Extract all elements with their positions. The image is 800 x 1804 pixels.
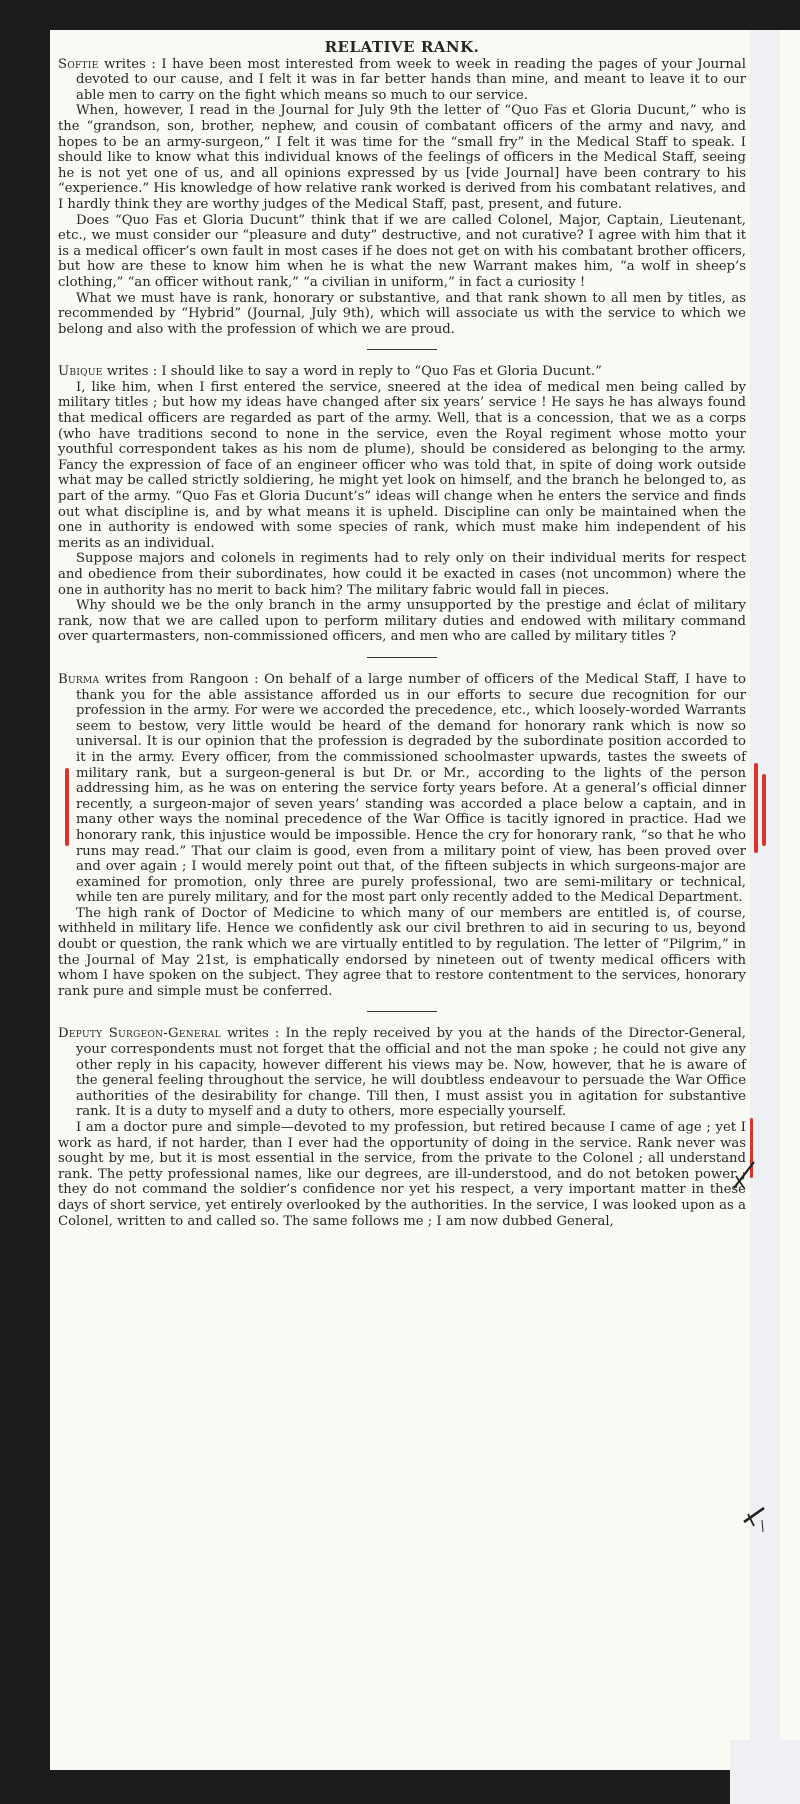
letter-paragraph: Softie writes : I have been most interested from week to week in reading the pages of your Journal devoted to our cause, and I felt it was in far better hands than mine, and meant to leave it to our able men to carry on the fight which means so much to our service. xyxy=(58,56,746,103)
section-divider xyxy=(367,349,437,350)
section-divider xyxy=(367,657,437,658)
letter-paragraph: Why should we be the only branch in the army unsupported by the prestige and éclat of military rank, now that we are called upon to perform military duties and endowed with military command over quartermasters, non-commissioned officers, and men who are called by military titles ? xyxy=(58,598,746,645)
letter-author: Softie xyxy=(58,56,99,72)
letter-paragraph: Deputy Surgeon-General writes : In the reply received by you at the hands of the Director-General, your correspondents must not forget that the official and not the man spoke ; he could not give any other reply in his capacity, however different his views may be. Now, however, that he is aware of the general feeling throughout the service, he will doubtless endeavour to persuade the War Office authorities of the desirability for change. Till then, I must assist you in agitation for substantive rank. It is a duty to myself and a duty to others, more especially yourself. xyxy=(58,1026,746,1120)
letter-author: Deputy Surgeon-General xyxy=(58,1026,221,1042)
letter-paragraph: When, however, I read in the Journal for July 9th the letter of “Quo Fas et Gloria Ducunt,” who is the “grandson, son, brother, nephew, and cousin of combatant officers of the army and navy, and hopes to be an army-surgeon,” I felt it was time for the “small fry” in the Medical Staff to speak. I should like to know what this individual knows of the feelings of officers in the Medical Staff, seeing he is not yet one of us, and all opinions expressed by us [vide Journal] have been contrary to his “experience.” His knowledge of how relative rank worked is derived from his combatant relatives, and I hardly think they are worthy judges of the Medical Staff, past, present, and future. xyxy=(58,103,746,212)
letter-paragraph: Suppose majors and colonels in regiments had to rely only on their individual merits for respect and obedience from their subordinates, how could it be exacted in cases (not uncommon) where the one in authority has no merit to back him? The military fabric would fall in pieces. xyxy=(58,551,746,598)
pencil-cross-mark-icon xyxy=(730,1158,760,1196)
pencil-cross-mark-icon xyxy=(740,1502,770,1536)
letter-author: Burma xyxy=(58,671,100,687)
letter-paragraph: Ubique writes : I should like to say a word in reply to “Quo Fas et Gloria Ducunt.” xyxy=(58,364,602,380)
article-title: RELATIVE RANK. xyxy=(324,38,480,56)
red-margin-mark-right xyxy=(754,763,758,853)
letter-paragraph: Does “Quo Fas et Gloria Ducunt” think that if we are called Colonel, Major, Captain, Lieutenant, etc., we must consider our “pleasure and duty” destructive, and not curative? I agree with him that it is a medical officer’s own fault in most cases if he does not get on with his combatant brother officers, but how are these to know him when he is what the new Warrant makes him, “a wolf in sheep’s clothing,” “an officer without rank,” “a civilian in uniform,” in fact a curiosity ! xyxy=(58,212,746,290)
red-margin-mark-right xyxy=(762,774,766,846)
letter-paragraph: I am a doctor pure and simple—devoted to my profession, but retired because I came of age ; yet I work as hard, if not harder, than I ever had the opportunity of doing in the service. Rank never was sought by me, but it is most essential in the service, from the private to the Colonel ; all understand rank. The petty professional names, like our degrees, are ill-understood, and do not betoken power ; they do not command the soldier’s confidence nor yet his respect, a very important matter in these days of short service, yet entirely overlooked by the authorities. In the service, I was looked upon as a Colonel, written to and called so. The same follows me ; I am now dubbed General, xyxy=(58,1120,746,1229)
section-divider xyxy=(367,1011,437,1012)
scan-edge-strip xyxy=(730,1740,800,1804)
letter-paragraph: The high rank of Doctor of Medicine to which many of our members are entitled is, of course, withheld in military life. Hence we confidently ask our civil brethren to aid in securing to us, beyond doubt or question, the rank which we are virtually entitled to by regulation. The letter of “Pilgrim,” in the Journal of May 21st, is emphatically endorsed by nineteen out of twenty medical officers with whom I have spoken on the subject. They agree that to restore contentment to the services, honorary rank pure and simple must be conferred. xyxy=(58,905,746,999)
letter-author: Ubique xyxy=(58,364,103,380)
red-margin-mark-left xyxy=(65,768,69,846)
letter-paragraph: What we must have is rank, honorary or substantive, and that rank shown to all men by titles, as recommended by “Hybrid” (Journal, July 9th), which will associate us with the service to which we belong and also with the profession of which we are proud. xyxy=(58,290,746,337)
article-column xyxy=(58,40,746,1229)
letter-paragraph: Burma writes from Rangoon : On behalf of a large number of officers of the Medical Staff, I have to thank you for the able assistance afforded us in our efforts to secure due recognition for our profession in the army. For were we accorded the precedence, etc., which loosely-worded Warrants seem to bestow, very little would be heard of the demand for honorary rank which is now so universal. It is our opinion that the profession is degraded by the subordinate position accorded to it in the army. Every officer, from the commissioned schoolmaster upwards, tastes the sweets of military rank, but a surgeon-general is but Dr. or Mr., according to the lights of the person addressing him, as he was on entering the service forty years before. At a general’s official dinner recently, a surgeon-major of seven years’ standing was accorded a place below a captain, and in many other ways the nominal precedence of the War Office is tacitly ignored in practice. Had we honorary rank, this injustice would be impossible. Hence the cry for honorary rank, “so that he who runs may read.” That our claim is good, even from a military point of view, has been proved over and over again ; I would merely point out that, of the fifteen subjects in which surgeons-major are examined for promotion, only three are purely professional, two are semi-military or technical, while ten are purely military, and for the most part only recently added to the Medical Department. xyxy=(58,671,746,906)
newspaper-clipping xyxy=(50,30,800,1770)
letter-paragraph: I, like him, when I first entered the service, sneered at the idea of medical men being called by military titles ; but how my ideas have changed after six years’ service ! He says he has always found that medical officers are regarded as part of the army. Well, that is a concession, that we as a corps (who have traditions second to none in the service, even the Royal regiment whose motto your youthful correspondent takes as his nom de plume), should be considered as belonging to the army. Fancy the expression of face of an engineer officer who was told that, in spite of doing work outside what may be called strictly soldiering, he might yet look on himself, and the branch he belonged to, as part of the army. “Quo Fas et Gloria Ducunt’s” ideas will change when he enters the service and finds out what discipline is, and by what means it is upheld. Discipline can only be maintained when the one in authority is endowed with some species of rank, which must make him independent of his merits as an individual. xyxy=(58,379,746,551)
